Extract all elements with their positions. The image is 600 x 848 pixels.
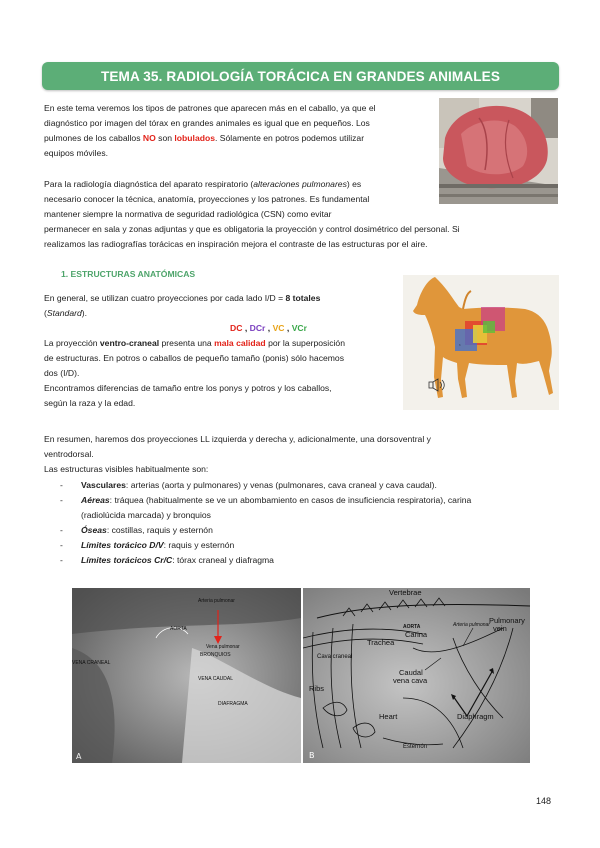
xray-b-letter: B (309, 751, 315, 760)
intro-paragraph (44, 101, 432, 161)
projection-dcr: DCr (249, 323, 266, 333)
xray-a-label-aorta: AORTA (170, 626, 187, 632)
para2-line-3: mantener siempre la normativa de seguridad radiológica (CSN) como evitar (44, 209, 332, 219)
intro-line-3: pulmones de los caballos NO son lobulados. Sólamente en potros podemos utilizar (44, 133, 365, 143)
list-item-aereas-cont: (radiolúcida marcada) y bronquios (81, 510, 211, 520)
intro-line-2: diagnóstico por imagen del tórax en grandes animales es igual que en pequeños. Los (44, 118, 370, 128)
structures-list (44, 478, 558, 568)
xray-a-label-diafragma: DIAFRAGMA (218, 701, 248, 707)
no-highlight: NO (142, 133, 156, 143)
xray-b-label-vein: vein (493, 624, 507, 633)
summary-paragraph (44, 432, 558, 477)
projection-vcr: VCr (291, 323, 307, 333)
xray-a-label-vena-pulmonar: Vena pulmonar (206, 644, 240, 650)
s1-line-5: dos (I/D). (44, 368, 80, 378)
page-number: 148 (536, 796, 552, 806)
list-item-aereas: - Aéreas: tráquea (habitualmente se ve un abombamiento en casos de insuficiencia respiratoria), carina (60, 495, 472, 505)
xray-b-label-carina: Carina (405, 630, 428, 639)
intro-line-4: equipos móviles. (44, 148, 109, 158)
respiratory-paragraph-cont (44, 222, 558, 252)
xray-b-label-caudal: Caudal (399, 668, 423, 677)
xray-a-letter: A (76, 752, 82, 761)
projection-vc: VC (272, 323, 285, 333)
para2-line-5: realizamos las radiografías torácicas en inspiración mejora el contraste de las estructuras por el aire. (44, 239, 428, 249)
respiratory-paragraph (44, 177, 432, 222)
mala-calidad-highlight: mala calidad (214, 338, 266, 348)
horse-diagram-mark: ᵃ (459, 343, 461, 348)
lobulados-highlight: lobulados (174, 133, 216, 143)
xray-b-label-trachea: Trachea (367, 638, 395, 647)
s1-line-3: La proyección ventro-craneal presenta una mala calidad por la superposición (44, 338, 345, 348)
xray-b-label-vena-cava: vena cava (393, 676, 428, 685)
projection-list: DC , DCr , VC , VCr (230, 323, 307, 333)
intro-line-1: En este tema veremos los tipos de patrones que aparecen más en el caballo, ya que el (44, 103, 376, 113)
projections-paragraph (44, 291, 404, 411)
summary-line-3: Las estructuras visibles habitualmente son: (44, 464, 209, 474)
xray-b-label-aorta: AORTA (403, 624, 421, 630)
list-item-limites-crc: - Límites torácicos Cr/C: tórax craneal y diafragma (60, 555, 274, 565)
horse-lungs-photo (439, 98, 558, 204)
xray-a-label-arteria: Arteria pulmonar (198, 598, 235, 604)
horse-projection-diagram (403, 275, 559, 410)
summary-line-1: En resumen, haremos dos proyecciones LL izquierda y derecha y, adicionalmente, una dorsoventral y (44, 434, 431, 444)
xray-b-label-cava-craneal: Cava craneal (317, 654, 353, 660)
xray-b-label-heart: Heart (379, 712, 398, 721)
list-item-oseas: - Óseas: costillas, raquis y esternón (60, 525, 213, 535)
summary-line-2: ventrodorsal. (44, 449, 94, 459)
list-item-vasculares: - Vasculares: arterias (aorta y pulmonares) y venas (pulmonares, cava craneal y cava caudal). (60, 480, 437, 490)
xray-b-label-pulmonary: Pulmonary (489, 616, 525, 625)
xray-b-label-vertebrae: Vertebrae (389, 588, 422, 597)
xray-image-b (303, 588, 530, 763)
s1-line-6: Encontramos diferencias de tamaño entre los ponys y potros y los caballos, (44, 383, 332, 393)
xray-a-label-vena-craneal: VENA CRANEAL (72, 660, 111, 666)
para2-line-4: permanecer en sala y zonas adjuntas y que es obligatoria la proyección y control dosimétrico del personal. Si (44, 224, 460, 234)
xray-a-label-vena-caudal: VENA CAUDAL (198, 676, 234, 682)
s1-line-4: de estructuras. En potros o caballos de pequeño tamaño (ponis) sólo hacemos (44, 353, 345, 363)
para2-line-2: necesario conocer la técnica, anatomía, proyecciones y los patrones. Es fundamental (44, 194, 370, 204)
xray-image-a (72, 588, 301, 763)
s1-line-2: (Standard). (44, 308, 88, 318)
page-title: TEMA 35. RADIOLOGÍA TORÁCICA EN GRANDES ANIMALES (42, 62, 559, 90)
list-item-limites-dv: - Límites torácico D/V: raquis y esternón (60, 540, 235, 550)
projection-dc: DC (230, 323, 243, 333)
s1-line-7: según la raza y la edad. (44, 398, 136, 408)
xray-b-label-ribs: Ribs (309, 684, 325, 693)
para2-line-1: Para la radiología diagnóstica del aparato respiratorio (alteraciones pulmonares) es (44, 179, 362, 189)
xray-b-label-arteria-pulmonar: Arteria pulmonar (453, 622, 490, 628)
section-heading-anatomy: 1. ESTRUCTURAS ANATÓMICAS (61, 269, 196, 279)
xray-a-label-bronquios: BRONQUIOS (200, 652, 231, 658)
xray-b-label-diaphragm: Diaphragm (457, 712, 494, 721)
xray-b-label-esternon: Esternón (403, 744, 428, 750)
s1-line-1: En general, se utilizan cuatro proyecciones por cada lado I/D = 8 totales (44, 293, 321, 303)
